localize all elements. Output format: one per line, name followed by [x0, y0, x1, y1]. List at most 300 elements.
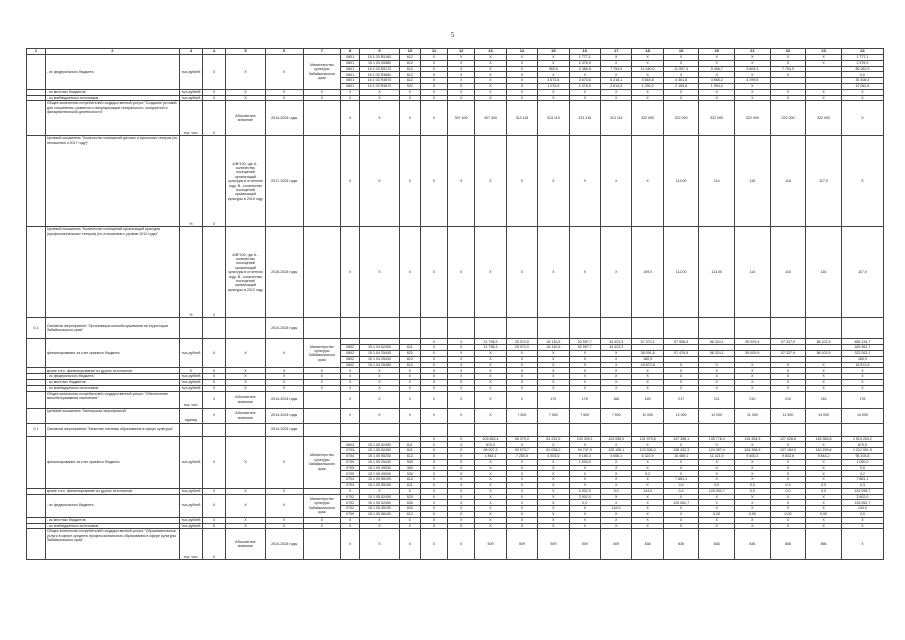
- table-cell: Х: [202, 408, 225, 423]
- table-cell: [475, 423, 506, 436]
- table-cell: Х: [663, 72, 699, 78]
- table-cell: 612: [399, 356, 420, 362]
- table-cell: Х: [420, 517, 447, 523]
- table-cell: Х: [632, 517, 663, 523]
- table-cell: Х: [770, 459, 806, 465]
- table-cell: [303, 408, 341, 423]
- table-cell: 4 665,2: [699, 78, 735, 84]
- table-cell: тыс.рублей: [179, 436, 202, 488]
- table-cell: Х: [179, 368, 202, 374]
- table-cell: Х: [341, 488, 360, 494]
- table-cell: Х: [538, 511, 569, 517]
- table-cell: Х: [420, 362, 447, 368]
- table-cell: кроме того, финансирование из других источников:: [45, 488, 179, 494]
- table-cell: 57 337,9: [770, 350, 806, 356]
- table-cell: Х: [600, 136, 631, 227]
- table-cell: Х: [506, 494, 537, 500]
- table-cell: Министерство культуры Забайкальского края: [303, 339, 341, 368]
- table-cell: Х: [420, 350, 447, 356]
- table-cell: 0,0: [600, 488, 631, 494]
- table-cell: Х: [506, 95, 537, 101]
- table-cell: Х: [663, 362, 699, 368]
- table-cell: Х: [806, 89, 842, 95]
- table-cell: 856: [806, 529, 842, 560]
- table-cell: 217: [663, 391, 699, 408]
- table-cell: 0,0: [841, 511, 883, 517]
- table-cell: Х: [806, 517, 842, 523]
- table-cell: Х: [226, 385, 266, 391]
- table-cell: Х: [770, 72, 806, 78]
- table-cell: 0,3: [841, 482, 883, 488]
- table-cell: 6 322,9: [632, 453, 663, 459]
- table-row: [27, 318, 884, 339]
- table-cell: 176: [569, 391, 600, 408]
- table-cell: Х: [448, 500, 475, 506]
- table-cell: Х: [475, 227, 506, 318]
- table-cell: Х: [569, 72, 600, 78]
- table-cell: Х: [202, 523, 225, 529]
- table-cell: 135 778,4: [699, 436, 735, 442]
- table-cell: Х: [226, 95, 266, 101]
- table-cell: 7 881,1: [841, 477, 883, 483]
- table-cell: 15 1 05 49030: [360, 465, 400, 471]
- table-cell: Х: [600, 379, 631, 385]
- table-cell: [538, 423, 569, 436]
- table-cell: [663, 423, 699, 436]
- table-cell: Х: [600, 511, 631, 517]
- table-cell: 0,0: [735, 488, 771, 494]
- table-cell: [699, 423, 735, 436]
- table-cell: 114: [699, 136, 735, 227]
- table-cell: Х: [360, 408, 400, 423]
- table-cell: 4 006,1: [600, 453, 631, 459]
- table-cell: Х: [699, 500, 735, 506]
- table-cell: Х: [663, 379, 699, 385]
- column-number: 15: [538, 49, 569, 55]
- table-cell: Х: [569, 95, 600, 101]
- table-cell: Х: [600, 471, 631, 477]
- table-cell: 611: [399, 442, 420, 448]
- table-cell: Х: [600, 89, 631, 95]
- table-cell: 307 400: [448, 101, 475, 136]
- table-cell: 12 000: [699, 408, 735, 423]
- table-cell: [303, 136, 341, 227]
- table-cell: 0,3: [770, 482, 806, 488]
- table-cell: Х: [341, 517, 360, 523]
- table-cell: 30 406,4: [841, 78, 883, 84]
- table-cell: 509: [569, 529, 600, 560]
- table-cell: 96 007,3: [475, 448, 506, 454]
- table-cell: Х: [420, 391, 447, 408]
- table-cell: Х: [448, 465, 475, 471]
- table-cell: - из внебюджетных источников: [45, 385, 179, 391]
- table-cell: Х: [475, 408, 506, 423]
- table-cell: Х: [841, 95, 883, 101]
- table-cell: Х: [420, 339, 447, 345]
- table-cell: Х: [448, 136, 475, 227]
- table-cell: 612: [399, 66, 420, 72]
- table-cell: 57 337,9: [770, 339, 806, 345]
- table-cell: Х: [538, 506, 569, 512]
- table-cell: Х: [506, 350, 537, 356]
- table-cell: Х: [506, 391, 537, 408]
- table-cell: А/В*100, где А - количество посещений организаций культуры в отчетном году; В - количество посещений организаций культуры в 2010 году: [226, 136, 266, 227]
- table-cell: Х: [663, 368, 699, 374]
- table-cell: [399, 423, 420, 436]
- table-cell: Х: [506, 523, 537, 529]
- column-number: 18: [632, 49, 663, 55]
- table-row: [27, 101, 884, 136]
- table-cell: 0,00: [699, 511, 735, 517]
- table-cell: 180,9: [632, 356, 663, 362]
- table-cell: Х: [600, 500, 631, 506]
- table-cell: Х: [265, 55, 303, 90]
- table-cell: 117,0: [841, 227, 883, 318]
- table-cell: Х: [569, 350, 600, 356]
- table-cell: Х: [475, 60, 506, 66]
- table-cell: Целевой показатель "Количество посещений детских и кукольных театров (по отношению к 2017 году)": [45, 136, 179, 227]
- table-cell: Х: [506, 442, 537, 448]
- table-cell: 1 000,0: [569, 459, 600, 465]
- table-cell: 0801: [341, 83, 360, 89]
- table-cell: Х: [538, 465, 569, 471]
- table-cell: 15 1 05 52450: [360, 448, 400, 454]
- column-number: 23: [806, 49, 842, 55]
- column-number: 1: [27, 49, 46, 55]
- table-cell: 103 339,1: [569, 436, 600, 442]
- table-cell: Х: [770, 500, 806, 506]
- table-cell: тыс.рублей: [179, 55, 202, 90]
- table-cell: 15 1 04 25450: [360, 362, 400, 368]
- column-number: 11: [420, 49, 447, 55]
- table-cell: - из внебюджетных источников: [45, 95, 179, 101]
- table-cell: 3 673,6: [538, 78, 569, 84]
- table-cell: 112,00: [663, 227, 699, 318]
- table-cell: 0,0: [699, 482, 735, 488]
- table-cell: 15 1 05 52450: [360, 494, 400, 500]
- table-cell: 21 798,3: [475, 339, 506, 345]
- table-cell: Х: [699, 477, 735, 483]
- table-cell: Х: [399, 379, 420, 385]
- table-cell: 3 664,8: [632, 78, 663, 84]
- table-cell: Х: [600, 442, 631, 448]
- table-cell: Х: [202, 136, 225, 227]
- table-cell: Х: [475, 459, 506, 465]
- table-cell: Х: [569, 374, 600, 380]
- table-cell: Х: [475, 471, 506, 477]
- table-cell: Х: [475, 500, 506, 506]
- table-cell: Х: [448, 55, 475, 61]
- table-cell: тыс. чел.: [179, 529, 202, 560]
- table-cell: 116: [806, 227, 842, 318]
- table-cell: - из местных бюджетов: [45, 517, 179, 523]
- table-cell: Х: [600, 72, 631, 78]
- table-cell: 313 115: [600, 101, 631, 136]
- table-cell: Х: [663, 459, 699, 465]
- table-cell: 113,00: [699, 227, 735, 318]
- table-cell: Х: [806, 374, 842, 380]
- table-cell: Х: [506, 362, 537, 368]
- table-cell: 117,0: [806, 136, 842, 227]
- table-cell: 57 476,9: [663, 350, 699, 356]
- table-cell: Х: [569, 385, 600, 391]
- table-cell: Х: [699, 385, 735, 391]
- table-cell: [735, 318, 771, 339]
- table-cell: Х: [360, 95, 400, 101]
- table-cell: Х: [420, 442, 447, 448]
- table-cell: Х: [448, 374, 475, 380]
- table-cell: Х: [420, 368, 447, 374]
- table-cell: 0801: [341, 66, 360, 72]
- table-cell: Х: [265, 436, 303, 488]
- table-cell: Х: [420, 523, 447, 529]
- table-cell: [399, 318, 420, 339]
- table-cell: 114: [735, 227, 771, 318]
- table-cell: Х: [226, 368, 266, 374]
- table-cell: 15 1 05 49030: [360, 471, 400, 477]
- table-cell: Х: [538, 494, 569, 500]
- table-cell: 144,0: [841, 506, 883, 512]
- table-cell: 322 000: [632, 101, 663, 136]
- table-cell: 3 673,6: [569, 78, 600, 84]
- table-cell: 522: [399, 83, 420, 89]
- table-cell: Х: [265, 517, 303, 523]
- table-cell: 9 843,6: [770, 453, 806, 459]
- table-cell: 131 979,8: [632, 436, 663, 442]
- table-cell: 9 609,3: [735, 66, 771, 72]
- table-cell: 509: [600, 529, 631, 560]
- table-cell: Х: [735, 55, 771, 61]
- table-cell: Х: [806, 506, 842, 512]
- table-cell: Х: [632, 511, 663, 517]
- table-cell: 56 324,1: [699, 339, 735, 345]
- table-cell: Х: [448, 517, 475, 523]
- table-cell: 0,1: [27, 423, 46, 436]
- table-cell: 0801: [341, 55, 360, 61]
- table-cell: Х: [600, 95, 631, 101]
- table-cell: 144,0: [600, 506, 631, 512]
- table-cell: Х: [841, 385, 883, 391]
- table-cell: Х: [506, 482, 537, 488]
- table-cell: Х: [475, 78, 506, 84]
- table-cell: 0709: [341, 459, 360, 465]
- table-cell: тыс.рублей: [179, 523, 202, 529]
- table-cell: 1 994,4: [699, 83, 735, 89]
- table-cell: 0704: [341, 477, 360, 483]
- table-cell: 9 400,2: [735, 453, 771, 459]
- table-cell: Х: [202, 488, 225, 494]
- column-number: 8: [341, 49, 360, 55]
- table-cell: Х: [735, 374, 771, 380]
- table-cell: 612: [399, 477, 420, 483]
- table-cell: Х: [506, 385, 537, 391]
- table-cell: Х: [699, 89, 735, 95]
- table-cell: Х: [806, 442, 842, 448]
- table-cell: 0704: [341, 453, 360, 459]
- table-cell: 81 028,0: [538, 448, 569, 454]
- table-cell: Х: [399, 368, 420, 374]
- table-cell: Х: [420, 453, 447, 459]
- table-cell: 15 1 05 25430: [360, 459, 400, 465]
- table-cell: 0709: [341, 511, 360, 517]
- table-cell: Х: [663, 385, 699, 391]
- table-cell: 7 500: [600, 408, 631, 423]
- table-cell: Х: [735, 95, 771, 101]
- table-cell: Х: [735, 494, 771, 500]
- table-cell: Х: [538, 227, 569, 318]
- table-cell: Х: [448, 471, 475, 477]
- table-cell: Х: [632, 482, 663, 488]
- table-cell: 180: [632, 391, 663, 408]
- table-cell: 836: [699, 529, 735, 560]
- table-cell: 55 929,9: [735, 350, 771, 356]
- table-cell: Х: [265, 385, 303, 391]
- table-cell: Х: [475, 89, 506, 95]
- table-cell: 125 052,7: [841, 500, 883, 506]
- table-cell: Х: [538, 517, 569, 523]
- table-cell: Х: [202, 374, 225, 380]
- table-cell: Х: [475, 488, 506, 494]
- table-cell: финансирование за счет краевого бюджета: [45, 339, 179, 368]
- table-cell: Х: [663, 95, 699, 101]
- table-cell: Х: [806, 500, 842, 506]
- table-cell: Х: [569, 368, 600, 374]
- table-cell: Х: [399, 89, 420, 95]
- table-cell: Х: [806, 459, 842, 465]
- table-cell: 322 000: [770, 101, 806, 136]
- table-cell: Х: [806, 465, 842, 471]
- table-cell: Х: [399, 529, 420, 560]
- table-cell: Х: [475, 517, 506, 523]
- table-cell: 125 052,7: [699, 488, 735, 494]
- table-cell: 530: [399, 506, 420, 512]
- table-cell: Х: [341, 136, 360, 227]
- table-cell: Х: [841, 368, 883, 374]
- table-cell: Х: [475, 465, 506, 471]
- table-cell: Х: [506, 379, 537, 385]
- table-cell: Общее количество потребителей государственной услуги "Создание условий для сохранения, развития и популяризации театрального, концертной и филармонической деятельности": [45, 101, 179, 136]
- table-cell: Х: [699, 459, 735, 465]
- table-cell: Х: [600, 482, 631, 488]
- table-cell: Х: [600, 60, 631, 66]
- table-cell: 509: [506, 529, 537, 560]
- table-cell: Х: [735, 465, 771, 471]
- table-cell: Х: [475, 83, 506, 89]
- table-cell: Х: [420, 459, 447, 465]
- table-cell: Х: [663, 523, 699, 529]
- table-cell: Х: [202, 368, 225, 374]
- table-cell: 2017-2024 годы: [265, 136, 303, 227]
- table-cell: 9,2: [632, 471, 663, 477]
- table-cell: Х: [475, 66, 506, 72]
- table-cell: - из федерального бюджета: [45, 494, 179, 517]
- table-cell: 509: [538, 529, 569, 560]
- table-cell: Х: [735, 362, 771, 368]
- table-cell: 15 1 03 R4670: [360, 83, 400, 89]
- table-cell: 18 872,8: [841, 362, 883, 368]
- table-cell: 12 000: [663, 408, 699, 423]
- table-cell: Х: [506, 72, 537, 78]
- table-cell: Х: [399, 385, 420, 391]
- table-cell: Х: [841, 529, 883, 560]
- table-cell: 0,0: [663, 488, 699, 494]
- table-cell: Х: [632, 89, 663, 95]
- table-cell: %: [179, 136, 202, 227]
- table-cell: Х: [632, 136, 663, 227]
- table-cell: 7 500: [538, 408, 569, 423]
- table-cell: 611: [399, 482, 420, 488]
- table-cell: Министерство культуры Забайкальского края: [303, 494, 341, 517]
- table-cell: Х: [448, 368, 475, 374]
- table-cell: 2014-2024 годы: [265, 101, 303, 136]
- table-cell: Х: [399, 227, 420, 318]
- table-cell: Х: [420, 477, 447, 483]
- column-number: 21: [735, 49, 771, 55]
- table-cell: 611: [399, 448, 420, 454]
- table-cell: 2 155,6: [663, 83, 699, 89]
- table-cell: 2014-2024 годы: [265, 423, 303, 436]
- table-cell: Х: [475, 55, 506, 61]
- table-cell: Х: [226, 517, 266, 523]
- table-cell: Х: [770, 494, 806, 500]
- table-cell: Х: [735, 442, 771, 448]
- budget-table: [26, 48, 884, 560]
- table-cell: Х: [632, 72, 663, 78]
- table-cell: Х: [202, 55, 225, 90]
- table-cell: Х: [420, 506, 447, 512]
- table-cell: Х: [475, 379, 506, 385]
- table-cell: Х: [632, 500, 663, 506]
- table-cell: Х: [265, 488, 303, 494]
- table-cell: Х: [506, 488, 537, 494]
- table-cell: Х: [632, 368, 663, 374]
- table-cell: Х: [226, 55, 266, 90]
- table-cell: Х: [569, 482, 600, 488]
- table-cell: 4 299,5: [735, 78, 771, 84]
- table-cell: 15 1 03 R4670: [360, 78, 400, 84]
- table-cell: Х: [303, 523, 341, 529]
- table-cell: 2014-2024 годы: [265, 529, 303, 560]
- table-cell: 125 052,7: [663, 500, 699, 506]
- table-cell: Х: [663, 465, 699, 471]
- table-cell: [506, 423, 537, 436]
- table-cell: Х: [569, 511, 600, 517]
- table-cell: Х: [360, 374, 400, 380]
- table-cell: Х: [448, 408, 475, 423]
- table-cell: 2018-2024 годы: [265, 227, 303, 318]
- table-cell: тыс.рублей: [179, 374, 202, 380]
- table-cell: Абсолютное значение: [226, 529, 266, 560]
- table-cell: Х: [735, 506, 771, 512]
- table-cell: [420, 318, 447, 339]
- table-cell: 856: [770, 529, 806, 560]
- table-cell: Х: [506, 511, 537, 517]
- table-cell: 621: [399, 350, 420, 356]
- column-number: 14: [506, 49, 537, 55]
- table-cell: Х: [506, 368, 537, 374]
- table-cell: Х: [770, 60, 806, 66]
- table-cell: Министерство культуры Забайкальского края: [303, 55, 341, 90]
- table-cell: 180,9: [841, 356, 883, 362]
- table-cell: Абсолютное значение: [226, 101, 266, 136]
- table-cell: 0801: [341, 60, 360, 66]
- table-cell: 670,0: [475, 442, 506, 448]
- table-cell: Х: [226, 89, 266, 95]
- table-cell: Х: [420, 66, 447, 72]
- table-cell: [448, 318, 475, 339]
- table-cell: Х: [341, 95, 360, 101]
- table-cell: 612: [399, 55, 420, 61]
